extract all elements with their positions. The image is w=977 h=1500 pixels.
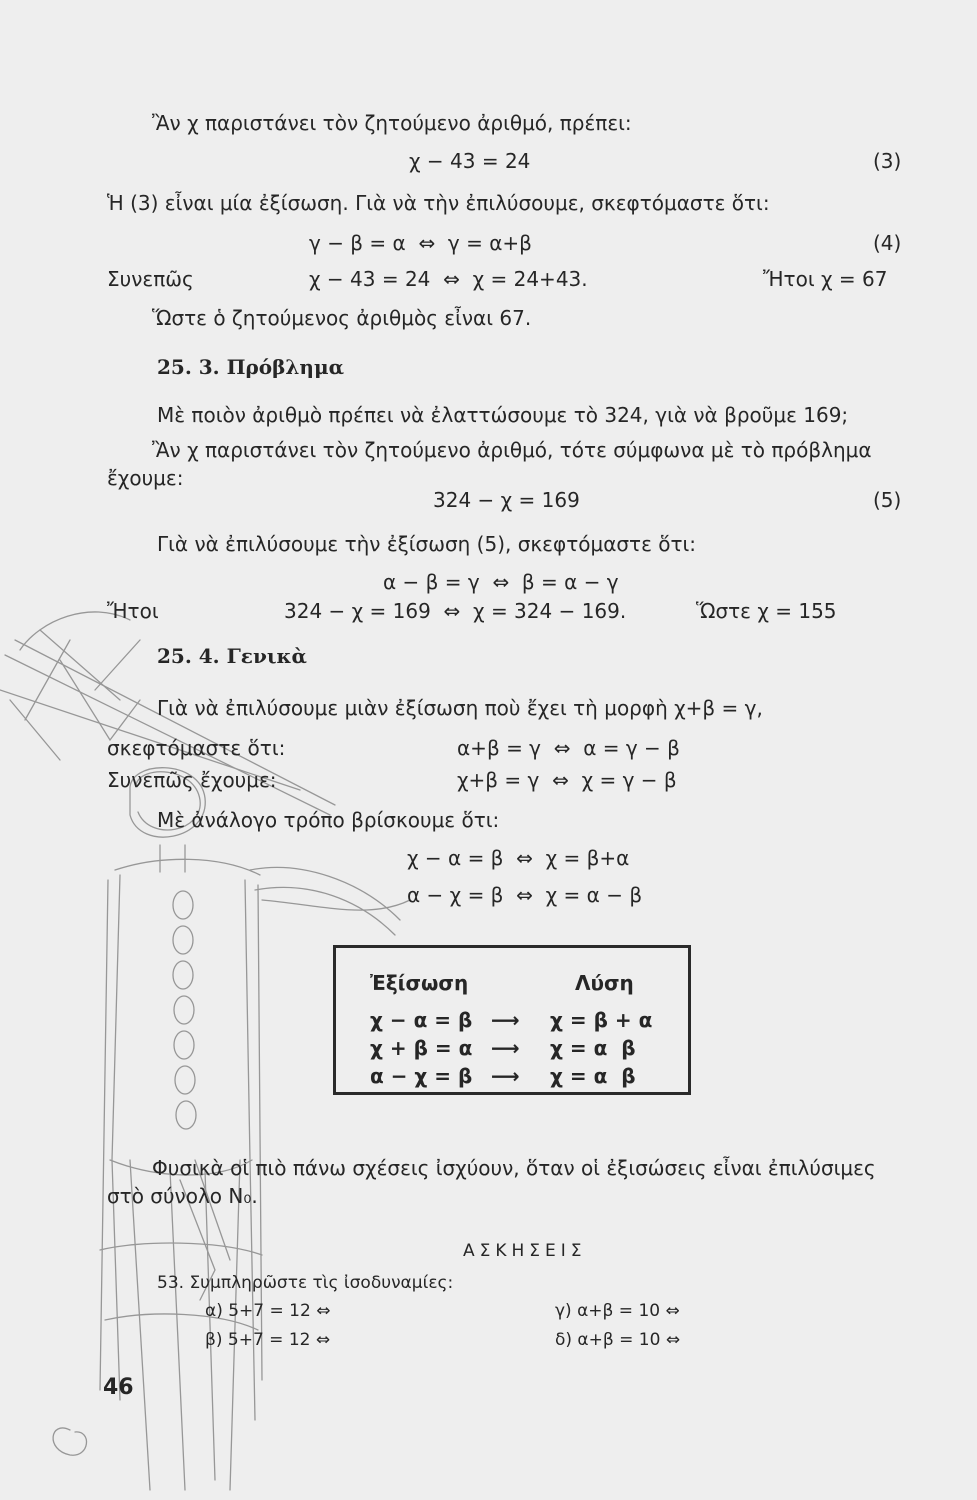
problem-setup-line-2: ἔχουμε: <box>107 466 184 490</box>
problem-result: Ὥστε χ = 155 <box>696 599 837 623</box>
remark-text: Ἡ (3) εἶναι μία ἐξίσωση. Γιὰ νὰ τὴν ἐπιλύσουμε, σκεφτόμαστε ὅτι: <box>107 191 770 215</box>
think-equation: α+β = γ ⇔ α = γ − β <box>457 736 680 760</box>
exercise-item-a: α) 5+7 = 12 ⇔ <box>205 1301 331 1321</box>
equation-5-number: (5) <box>873 488 902 512</box>
table-row-2-equation: χ + β = α <box>370 1036 473 1060</box>
problem-setup-line-1: Ἂν χ παριστάνει τὸν ζητούμενο ἀριθμό, τότε σύμφωνα μὲ τὸ πρόβλημα <box>152 438 872 462</box>
table-row-1-solution: χ = β + α <box>550 1008 653 1032</box>
problem-question: Μὲ ποιὸν ἀριθμὸ πρέπει νὰ ἐλαττώσουμε τὸ 324, γιὰ νὰ βροῦμε 169; <box>157 403 849 427</box>
table-row-2-solution: χ = α β <box>550 1036 636 1060</box>
equivalence-a: χ − α = β ⇔ χ = β+α <box>407 846 630 870</box>
conclusion-text: Ὥστε ὁ ζητούμενος ἀριθμὸς εἶναι 67. <box>152 306 532 330</box>
equivalence-b: α − χ = β ⇔ χ = α − β <box>407 883 643 907</box>
table-row-3-arrow: ⟶ <box>491 1064 520 1088</box>
therefore-equation: 324 − χ = 169 ⇔ χ = 324 − 169. <box>284 599 627 623</box>
equation-3-number: (3) <box>873 149 902 173</box>
equation-solution-table <box>333 945 691 1095</box>
exercise-53-prompt: 53. Συμπληρῶστε τὶς ἰσοδυναμίες: <box>157 1273 454 1293</box>
exercise-item-b: β) 5+7 = 12 ⇔ <box>205 1330 331 1350</box>
equation-4-number: (4) <box>873 231 902 255</box>
general-consequently-equation: χ+β = γ ⇔ χ = γ − β <box>457 768 677 792</box>
closing-line-2: στὸ σύνολο N₀. <box>107 1184 258 1208</box>
therefore-label: Ἤτοι <box>107 599 159 623</box>
exercise-item-c: γ) α+β = 10 ⇔ <box>555 1301 680 1321</box>
closing-line-1: Φυσικὰ οἱ πιὸ πάνω σχέσεις ἰσχύουν, ὅταν οἱ ἐξισώσεις εἶναι ἐπιλύσιμες <box>152 1156 876 1180</box>
table-row-3-solution: χ = α β <box>550 1064 636 1088</box>
exercise-item-d: δ) α+β = 10 ⇔ <box>555 1330 681 1350</box>
table-row-2-arrow: ⟶ <box>491 1036 520 1060</box>
general-intro: Γιὰ νὰ ἐπιλύσουμε μιὰν ἐξίσωση ποὺ ἔχει τὴ μορφὴ χ+β = γ, <box>157 696 763 720</box>
equation-5: 324 − χ = 169 <box>433 488 580 512</box>
section-25-4-heading: 25. 4. Γενικὰ <box>157 644 307 668</box>
page-number: 46 <box>103 1375 134 1400</box>
intro-text: Ἂν χ παριστάνει τὸν ζητούμενο ἀριθμό, πρέπει: <box>152 111 632 135</box>
table-header-solution: Λύση <box>575 971 634 995</box>
consequently-label: Συνεπῶς <box>107 267 194 291</box>
subtraction-rule: α − β = γ ⇔ β = α − γ <box>383 570 619 594</box>
table-row-1-arrow: ⟶ <box>491 1008 520 1032</box>
table-row-1-equation: χ − α = β <box>370 1008 473 1032</box>
exercises-title: ΑΣΚΗΣΕΙΣ <box>463 1241 587 1261</box>
table-header-equation: Ἐξίσωση <box>370 971 469 995</box>
solve-text: Γιὰ νὰ ἐπιλύσουμε τὴν ἐξίσωση (5), σκεφτόμαστε ὅτι: <box>157 532 697 556</box>
general-consequently-label: Συνεπῶς ἔχουμε: <box>107 768 277 792</box>
equation-3: χ − 43 = 24 <box>409 149 531 173</box>
consequently-result: Ἤτοι χ = 67 <box>763 267 888 291</box>
think-label: σκεφτόμαστε ὅτι: <box>107 736 286 760</box>
equation-4: γ − β = α ⇔ γ = α+β <box>309 231 532 255</box>
section-25-3-heading: 25. 3. Πρόβλημα <box>157 355 345 379</box>
analogous-text: Μὲ ἀνάλογο τρόπο βρίσκουμε ὅτι: <box>157 808 500 832</box>
consequently-equation: χ − 43 = 24 ⇔ χ = 24+43. <box>309 267 588 291</box>
table-row-3-equation: α − χ = β <box>370 1064 473 1088</box>
